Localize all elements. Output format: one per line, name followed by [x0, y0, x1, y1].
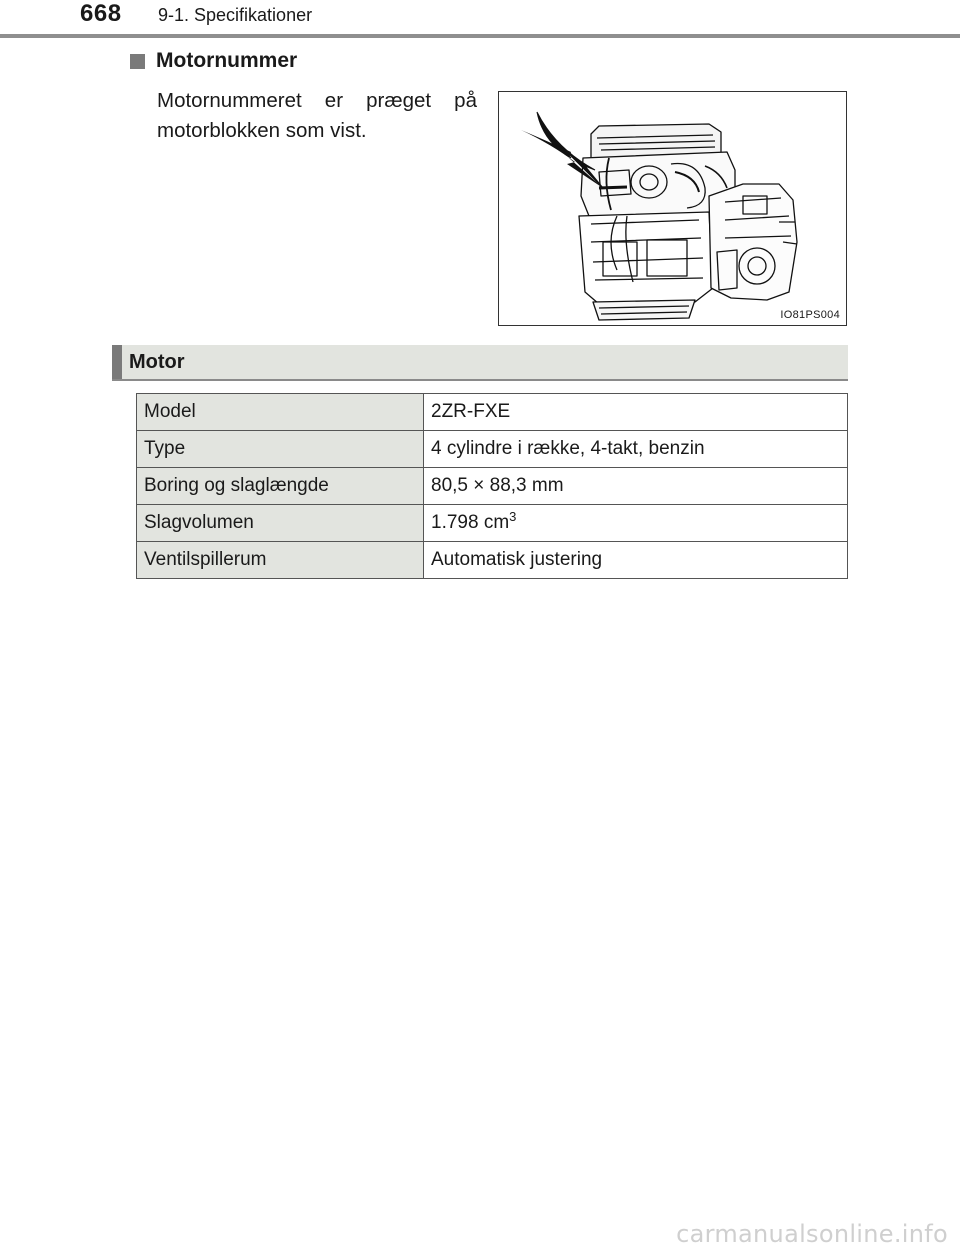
chapter-title: 9-1. Specifikationer [158, 5, 313, 25]
superscript-unit: 3 [509, 509, 517, 524]
spec-value: 2ZR-FXE [424, 394, 848, 431]
page-number: 668 [80, 0, 122, 27]
watermark: carmanualsonline.info [676, 1220, 948, 1248]
engine-block-illustration [499, 92, 848, 327]
table-row [137, 431, 848, 468]
spec-label: Boring og slaglængde [137, 468, 424, 505]
spec-value: 4 cylindre i række, 4-takt, benzin [424, 431, 848, 468]
section-band-engine [112, 345, 848, 381]
spec-label: Ventilspillerum [137, 542, 424, 579]
spec-label: Slagvolumen [137, 505, 424, 542]
table-row [137, 505, 848, 542]
spec-value: 80,5 × 88,3 mm [424, 468, 848, 505]
spec-value: 1.798 $cm^3$ [424, 505, 848, 542]
figure-code: IO81PS004 [780, 309, 840, 321]
spec-label: Type [137, 431, 424, 468]
header-rule [0, 34, 960, 38]
band-accent-bar [112, 345, 122, 379]
section-heading-text: Motornummer [156, 49, 298, 72]
table-row [137, 468, 848, 505]
table-row [137, 394, 848, 431]
table-row [137, 542, 848, 579]
spec-value: Automatisk justering [424, 542, 848, 579]
square-bullet-icon [130, 54, 145, 69]
spec-label: Model [137, 394, 424, 431]
section-heading-engine-number [130, 49, 297, 73]
engine-spec-table [136, 393, 848, 579]
engine-figure [498, 91, 847, 326]
engine-number-paragraph: Motornummeret er præget på motorblokken som vist. [157, 89, 477, 142]
band-title: Motor [129, 351, 185, 373]
